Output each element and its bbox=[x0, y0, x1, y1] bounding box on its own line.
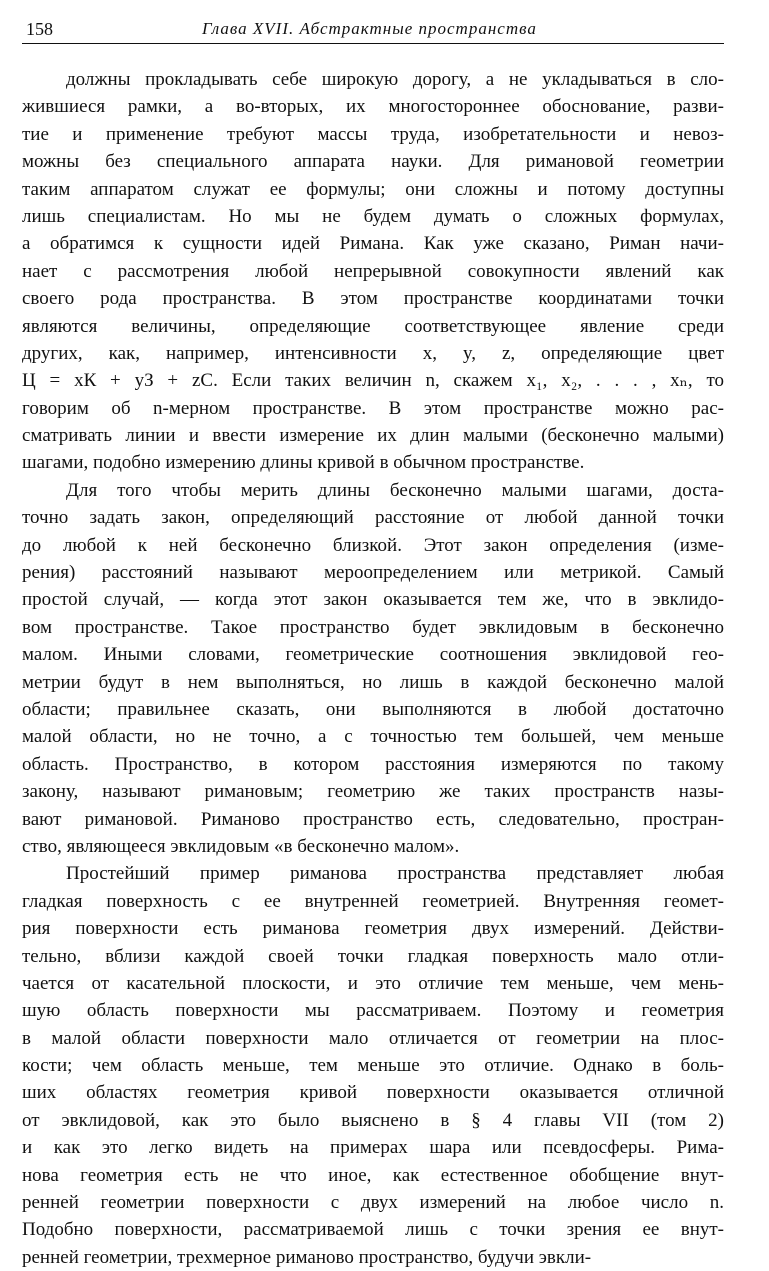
text-line: Ц = xК + yЗ + zС. Если таких величин n, скажем x₁, x₂, . . . , xₙ, то bbox=[22, 370, 724, 392]
text-line: малой области, но не точно, а с точностью тем большей, чем меньше bbox=[22, 726, 724, 748]
text-line: лишь специалистам. Но мы не будем думать о сложных формулах, bbox=[22, 205, 724, 227]
text-line: малом. Иными словами, геометрические соотношения эвклидовой гео- bbox=[22, 644, 724, 666]
text-line: ство, являющееся эвклидовым «в бесконечно малом». bbox=[22, 835, 460, 857]
body-text bbox=[22, 66, 724, 1271]
text-line: Для того чтобы мерить длины бесконечно малыми шагами, доста- bbox=[66, 479, 724, 501]
running-head: Глава XVII. Абстрактные пространства bbox=[202, 19, 537, 38]
text-line: а обратимся к сущности идей Римана. Как уже сказано, Риман начи- bbox=[22, 233, 724, 255]
text-line: и как это легко видеть на примерах шара или псевдосферы. Рима- bbox=[22, 1137, 724, 1159]
text-line: чается от касательной плоскости, и это отличие тем меньше, чем мень- bbox=[22, 972, 724, 994]
text-line: от эвклидовой, как это было выяснено в § 4 главы VII (том 2) bbox=[22, 1109, 724, 1131]
text-line: ших областях геометрия кривой поверхности оказывается отличной bbox=[22, 1082, 724, 1104]
paragraph-1 bbox=[22, 66, 724, 477]
text-line: своего рода пространства. В этом пространстве координатами точки bbox=[22, 288, 724, 310]
paragraph-3 bbox=[22, 860, 724, 1271]
text-line: шагами, подобно измерению длины кривой в обычном пространстве. bbox=[22, 452, 585, 474]
text-line: жившиеся рамки, а во-вторых, их многостороннее обоснование, разви- bbox=[22, 96, 724, 118]
text-line: других, как, например, интенсивности x, y, z, определяющие цвет bbox=[22, 342, 724, 364]
text-line: можны без специального аппарата науки. Для римановой геометрии bbox=[22, 151, 724, 173]
text-line: гладкая поверхность с ее внутренней геометрией. Внутренняя геомет- bbox=[22, 890, 724, 912]
text-line: до любой к ней бесконечно близкой. Этот закон определения (изме- bbox=[22, 534, 724, 556]
text-line: являются величины, определяющие соответствующее явление среди bbox=[22, 315, 724, 337]
text-line: Простейший пример риманова пространства представляет любая bbox=[66, 863, 724, 885]
text-line: в малой области поверхности мало отличается от геометрии на плос- bbox=[22, 1027, 724, 1049]
paragraph-2 bbox=[22, 477, 724, 860]
text-line: простой случай, — когда этот закон оказывается тем же, что в эвклидо- bbox=[22, 589, 724, 611]
text-line: говорим об n-мерном пространстве. В этом пространстве можно рас- bbox=[22, 397, 724, 419]
text-line: нова геометрия есть не что иное, как естественное обобщение внут- bbox=[22, 1164, 724, 1186]
text-line: тельно, вблизи каждой своей точки гладкая поверхность мало отли- bbox=[22, 945, 724, 967]
text-line: рия поверхности есть риманова геометрия двух измерений. Действи- bbox=[22, 918, 724, 940]
page-number: 158 bbox=[26, 19, 53, 39]
text-line: закону, называют римановым; геометрию же таких пространств назы- bbox=[22, 781, 724, 803]
text-line: Подобно поверхности, рассматриваемой лишь с точки зрения ее внут- bbox=[22, 1219, 724, 1241]
text-line: ренней геометрии поверхности с двух измерений на любое число n. bbox=[22, 1192, 724, 1214]
text-line: кости; чем область меньше, тем меньше это отличие. Однако в боль- bbox=[22, 1055, 724, 1077]
text-line: вом пространстве. Такое пространство будет эвклидовым в бесконечно bbox=[22, 616, 724, 638]
text-line: сматривать линии и ввести измерение их длин малыми (бесконечно малыми) bbox=[22, 425, 724, 447]
text-line: шую область поверхности мы рассматриваем. Поэтому и геометрия bbox=[22, 1000, 724, 1022]
text-line: должны прокладывать себе широкую дорогу, а не укладываться в сло- bbox=[66, 69, 724, 90]
text-line: метрии будут в нем выполняться, но лишь в каждой бесконечно малой bbox=[22, 671, 724, 693]
text-line: области; правильнее сказать, они выполняются в любой достаточно bbox=[22, 698, 724, 720]
text-line: тие и применение требуют массы труда, изобретательности и невоз- bbox=[22, 123, 724, 145]
page-header bbox=[22, 17, 724, 44]
text-line: вают римановой. Риманово пространство есть, следовательно, простран- bbox=[22, 808, 724, 830]
text-line: область. Пространство, в котором расстояния измеряются по такому bbox=[22, 753, 724, 775]
text-line: нает с рассмотрения любой непрерывной совокупности явлений как bbox=[22, 260, 724, 282]
text-line: точно задать закон, определяющий расстояние от любой данной точки bbox=[22, 507, 724, 529]
text-line: таким аппаратом служат ее формулы; они сложны и потому доступны bbox=[22, 178, 724, 200]
text-line: рения) расстояний называют мероопределением или метрикой. Самый bbox=[22, 562, 724, 584]
text-line: ренней геометрии, трехмерное риманово пространство, будучи эвкли- bbox=[22, 1246, 592, 1268]
